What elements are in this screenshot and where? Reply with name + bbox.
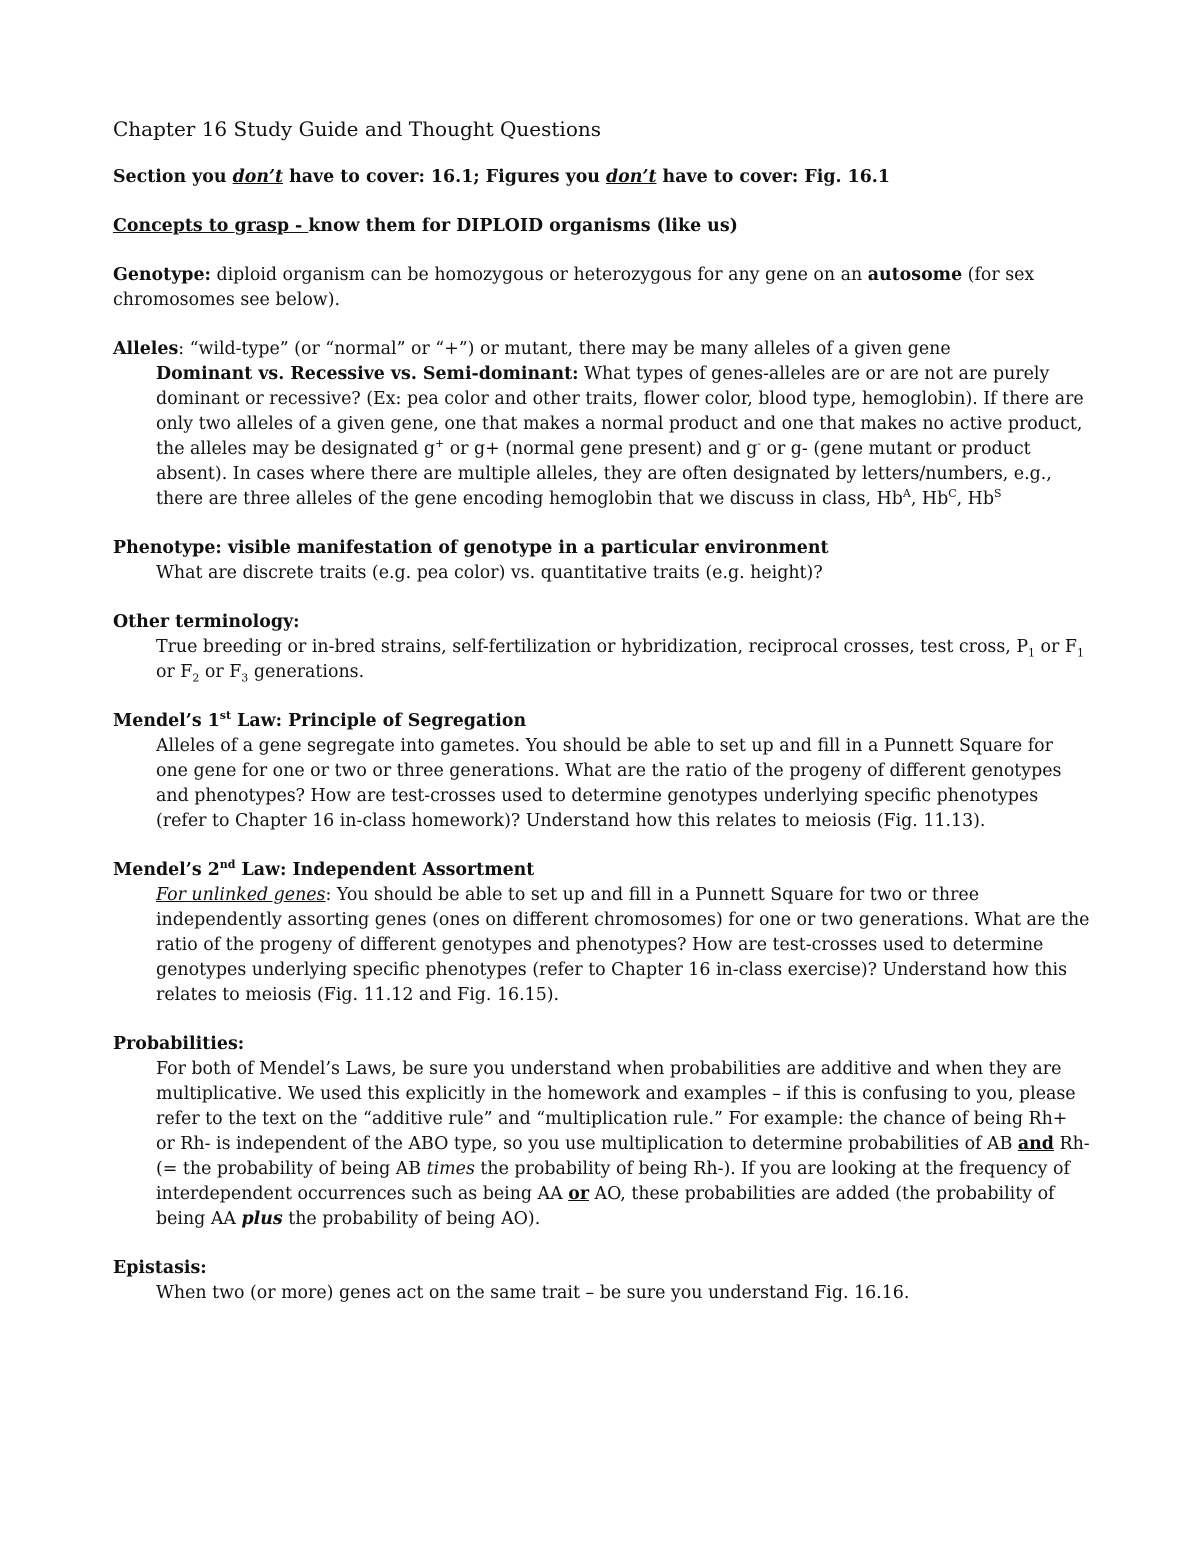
- page-title: Chapter 16 Study Guide and Thought Questions: [113, 117, 602, 141]
- alleles-label: Alleles: [113, 339, 179, 359]
- other-text-4: or F: [199, 662, 242, 682]
- cover-text-2: have to cover: 16.1; Figures you: [283, 167, 606, 187]
- dominance-label: Dominant vs. Recessive vs. Semi-dominant:: [156, 364, 579, 384]
- sub-4: 3: [241, 671, 249, 685]
- prob-plus: plus: [241, 1209, 283, 1229]
- phenotype-label: Phenotype: visible manifestation of genotype in a particular environment: [113, 538, 829, 558]
- genotype-autosome: autosome: [867, 265, 963, 285]
- prob-text-5: the probability of being AO).: [282, 1209, 541, 1229]
- law2-heading-2: Law: Independent Assortment: [235, 860, 535, 880]
- other-text-3: or F: [156, 662, 193, 682]
- genotype-text-2: (for sex chromosomes see below).: [113, 265, 1035, 310]
- dominance-text-1: What types of genes-alleles are or are not are purely dominant or recessive? (Ex: pea color and other traits, flower color, blood type, hemoglobin). If there are only two alleles of a given gene, one that makes a normal product and one that makes no active product, the alleles may be designated g: [156, 364, 1084, 459]
- dominance-paragraph: [113, 362, 1090, 512]
- alleles-text: : “wild-type” (or “normal” or “+”) or mutant, there may be many alleles of a given gene: [178, 339, 951, 359]
- law2-sup: nd: [219, 858, 236, 872]
- sub-1: 1: [1028, 646, 1036, 660]
- prob-label: Probabilities:: [113, 1034, 245, 1054]
- law2-heading: [113, 858, 1090, 883]
- sub-2: 1: [1076, 646, 1084, 660]
- cover-text-3: have to cover: Fig. 16.1: [656, 167, 890, 187]
- dominance-text-2: or g+ (normal gene present) and g: [444, 439, 758, 459]
- law1-heading: [113, 709, 1090, 734]
- other-label: Other terminology:: [113, 612, 300, 632]
- epistasis-label: Epistasis:: [113, 1258, 207, 1278]
- dominance-text-5: , Hb: [956, 489, 994, 509]
- alleles-line: [113, 337, 1090, 362]
- cover-text-1: Section you: [113, 167, 233, 187]
- epistasis-text: When two (or more) genes act on the same trait – be sure you understand Fig. 16.16.: [156, 1283, 910, 1303]
- prob-and: and: [1017, 1134, 1054, 1154]
- other-text: [113, 635, 1090, 685]
- law1-heading-1: Mendel’s 1: [113, 711, 220, 731]
- other-text-5: generations.: [248, 662, 365, 682]
- sup-c: C: [948, 487, 957, 501]
- sup-minus: -: [757, 437, 761, 451]
- epistasis-section: [113, 1256, 1090, 1306]
- sub-3: 2: [192, 671, 200, 685]
- sup-s: S: [993, 487, 1002, 501]
- prob-text-1: For both of Mendel’s Laws, be sure you understand when probabilities are additive and when they are multiplicative. We used this explicitly in the homework and examples – if this is confusing to you, please refer to the text on the “additive rule” and “multiplication rule.” For example: the chance of being Rh+ or Rh- is independent of the ABO type, so you use multiplication to determine probabilities of AB: [156, 1059, 1076, 1154]
- dominance-text-4: , Hb: [910, 489, 949, 509]
- genotype-label: Genotype:: [113, 265, 211, 285]
- law1-section: [113, 709, 1090, 834]
- law2-italic: For unlinked genes: [156, 885, 326, 905]
- prob-times: times: [426, 1159, 475, 1179]
- law1-text: Alleles of a gene segregate into gametes. You should be able to set up and fill in a Punnett Square for one gene for one or two or three generations. What are the ratio of the progeny of different genotypes and phenotypes? How are test-crosses used to determine genotypes underlying specific phenotypes (refer to Chapter 16 in-class homework)? Understand how this relates to meiosis (Fig. 11.13).: [156, 736, 1062, 831]
- phenotype-section: [113, 536, 1090, 586]
- law2-section: [113, 858, 1090, 1008]
- alleles-section: [113, 337, 1090, 512]
- law1-heading-2: Law: Principle of Segregation: [231, 711, 527, 731]
- concepts-rest: know them for DIPLOID organisms (like us): [308, 216, 738, 236]
- sup-a: A: [902, 487, 911, 501]
- genotype-section: [113, 263, 1090, 313]
- genotype-text-1: diploid organism can be homozygous or heterozygous for any gene on an: [210, 265, 868, 285]
- dominance-text-3: or g- (gene mutant or product absent). In cases where there are multiple alleles, they are often designated by letters/numbers, e.g., there are three alleles of the gene encoding hemoglobin that we discuss in class, Hb: [156, 439, 1052, 509]
- sections-not-covered: [113, 165, 1090, 190]
- law1-sup: st: [219, 709, 232, 723]
- concepts-heading: [113, 214, 1090, 239]
- concepts-underlined: Concepts to grasp -: [113, 216, 309, 236]
- prob-text-3: the probability of being Rh-). If you are looking at the frequency of interdependent occurrences such as being AA: [156, 1159, 1070, 1204]
- phenotype-text: What are discrete traits (e.g. pea color) vs. quantitative traits (e.g. height)?: [156, 563, 823, 583]
- other-terminology-section: [113, 610, 1090, 685]
- sup-plus: +: [434, 437, 445, 451]
- other-text-1: True breeding or in-bred strains, self-fertilization or hybridization, reciprocal crosses, test cross, P: [156, 637, 1029, 657]
- prob-text-2: Rh- (= the probability of being AB: [156, 1134, 1090, 1179]
- prob-or: or: [568, 1184, 589, 1204]
- law2-paragraph: [113, 883, 1090, 1008]
- law2-text: : You should be able to set up and fill in a Punnett Square for two or three independently assorting genes (ones on different chromosomes) for one or two generations. What are the ratio of the progeny of different genotypes and phenotypes? How are test-crosses used to determine genotypes underlying specific phenotypes (refer to Chapter 16 in-class exercise)? Understand how this relates to meiosis (Fig. 11.12 and Fig. 16.15).: [156, 885, 1090, 1005]
- prob-paragraph: [113, 1057, 1090, 1232]
- cover-dont-2: don’t: [606, 167, 657, 187]
- prob-text-4: AO, these probabilities are added (the probability of being AA: [156, 1184, 1055, 1229]
- other-text-2: or F: [1035, 637, 1077, 657]
- probabilities-section: [113, 1032, 1090, 1232]
- cover-dont-1: don’t: [232, 167, 284, 187]
- law2-heading-1: Mendel’s 2: [113, 860, 220, 880]
